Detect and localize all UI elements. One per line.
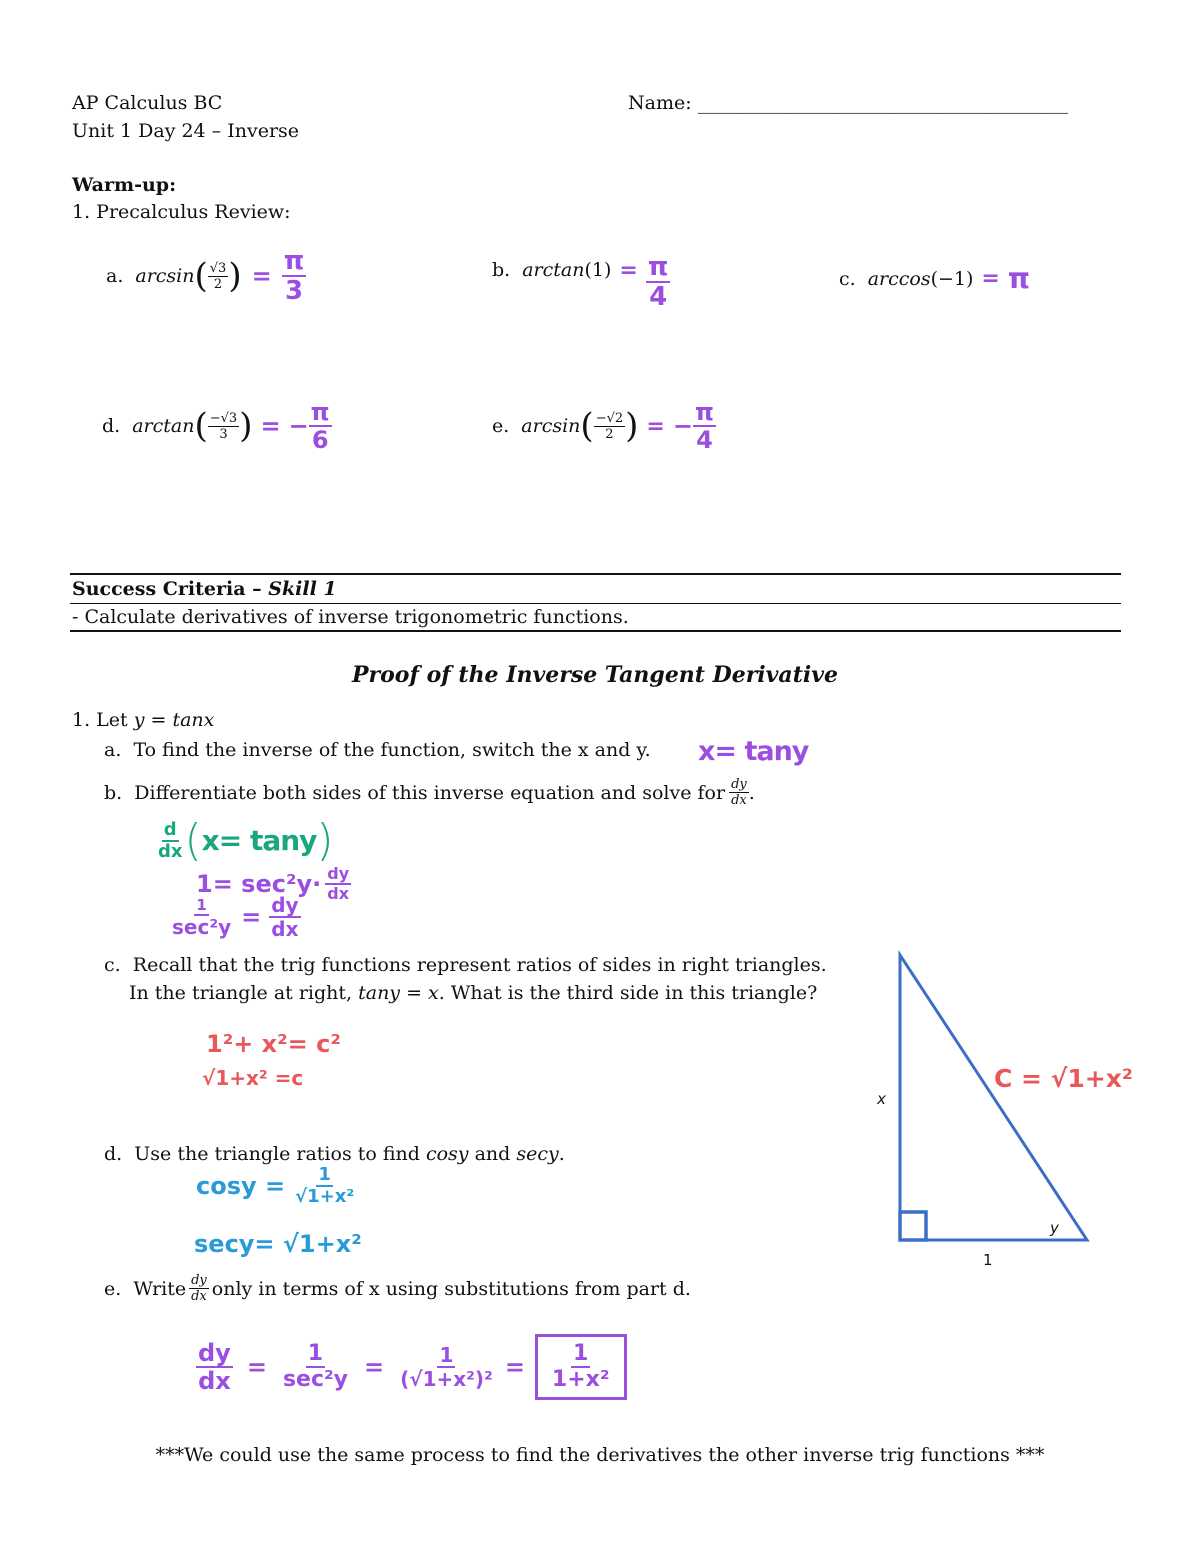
name-field[interactable] bbox=[628, 92, 1068, 114]
part-c-work1: 1²+ x²= c² bbox=[206, 1030, 341, 1058]
problem-answer-sign: − bbox=[288, 412, 309, 440]
part-d-text: d. Use the triangle ratios to find cosy and secy. bbox=[104, 1143, 565, 1165]
name-label: Name: bbox=[628, 92, 698, 114]
triangle-side-x: x bbox=[877, 1090, 886, 1108]
step1: 1. Let y = tanx bbox=[72, 709, 215, 731]
triangle-outline bbox=[900, 955, 1087, 1240]
problem-func: arctan bbox=[522, 259, 585, 281]
course-title: AP Calculus BC bbox=[72, 92, 223, 114]
problem-arg: (1) bbox=[584, 259, 612, 281]
problem-label: b. bbox=[492, 259, 511, 281]
part-b-text: b. Differentiate both sides of this inverse equation and solve for $\frac{dy}{dx}$ . bbox=[104, 777, 755, 808]
divider-mid bbox=[70, 603, 1121, 604]
problem-arg: (−1) bbox=[930, 267, 974, 290]
triangle-angle-y: y bbox=[1050, 1219, 1059, 1237]
problem-answer-sign: − bbox=[672, 412, 693, 440]
dy-dx: $\frac{dy}{dx}$ bbox=[191, 1273, 207, 1304]
warmup-problem-a: a. arcsin ( $\frac{√3}{2}$ ) = $\frac{\pi}{3}$ bbox=[106, 246, 305, 306]
part-b-work-line1: $\frac{d}{dx}$ ( x= tany ) bbox=[158, 815, 334, 866]
problem-arg: $\frac{-√2}{2}$ bbox=[595, 410, 624, 442]
dy-dx: $\frac{dy}{dx}$ bbox=[731, 777, 747, 808]
problem-func: arcsin bbox=[135, 265, 195, 287]
problem-func: arctan bbox=[132, 415, 195, 437]
triangle-side-1: 1 bbox=[983, 1251, 993, 1269]
problem-arg: $\frac{-√3}{3}$ bbox=[209, 410, 238, 442]
problem-answer: π bbox=[1007, 262, 1031, 295]
problem-label: c. bbox=[839, 267, 856, 290]
problem-answer: $\frac{\pi}{4}$ bbox=[647, 252, 669, 312]
triangle-hypotenuse-note: C = √1+x² bbox=[994, 1064, 1133, 1093]
right-triangle bbox=[880, 940, 1140, 1280]
problem-answer: $\frac{\pi}{6}$ bbox=[310, 398, 330, 454]
part-c-text2: In the triangle at right, tany = x. What is the third side in this triangle? bbox=[129, 982, 818, 1004]
problem-label: d. bbox=[102, 415, 121, 437]
problem-func: arcsin bbox=[521, 415, 581, 437]
part-e-work: $\frac{dy}{dx}$ = $\frac{1}{\text{sec²y}}$ = $\frac{1}{\text{(√1+x²)²}}$ = $\frac{1}{\text{1+x²}}$ bbox=[196, 1334, 627, 1400]
part-c-text1: c. Recall that the trig functions represent ratios of sides in right triangles. bbox=[104, 954, 827, 976]
step1-math: y = tanx bbox=[133, 709, 215, 731]
final-answer-box: $\frac{1}{\text{1+x²}}$ bbox=[535, 1334, 627, 1400]
part-b-work-line3: $\frac{1}{\text{sec²y}}$ = $\frac{dy}{dx}$ bbox=[172, 893, 299, 941]
part-a-answer: x= tany bbox=[698, 736, 809, 767]
name-line: _______________________________________ bbox=[697, 92, 1069, 114]
warmup-problem-c: c. arccos (−1) = π bbox=[839, 262, 1031, 295]
problem-answer: $\frac{\pi}{4}$ bbox=[694, 398, 714, 454]
warmup-problem-e: e. arcsin ( $\frac{-√2}{2}$ ) = − $\frac{\pi}{4}$ bbox=[492, 398, 714, 454]
problem-arg: $\frac{√3}{2}$ bbox=[209, 260, 227, 292]
right-angle-marker bbox=[900, 1212, 926, 1240]
problem-answer: $\frac{\pi}{3}$ bbox=[283, 246, 305, 306]
closing-note: ***We could use the same process to find the derivatives the other inverse trig functions *** bbox=[155, 1444, 1045, 1466]
part-d-cos: cosy = $\frac{1}{\text{√1+x²}}$ bbox=[196, 1164, 355, 1207]
warmup-subtitle: 1. Precalculus Review: bbox=[72, 201, 291, 223]
part-e-text: e. Write $\frac{dy}{dx}$ only in terms of x using substitutions from part d. bbox=[104, 1273, 691, 1304]
success-title: Success Criteria – Skill 1 bbox=[72, 578, 337, 600]
problem-func: arccos bbox=[867, 267, 931, 290]
warmup-title: Warm-up: bbox=[72, 174, 177, 196]
part-d-sec: secy= √1+x² bbox=[194, 1230, 362, 1258]
warmup-problem-d: d. arctan ( $\frac{-√3}{3}$ ) = − $\frac{\pi}{6}$ bbox=[102, 398, 330, 454]
divider-bottom bbox=[70, 630, 1121, 632]
problem-label: e. bbox=[492, 415, 510, 437]
problem-label: a. bbox=[106, 265, 124, 287]
part-b-work-line2: 1= sec²y· $\frac{dy}{dx}$ bbox=[196, 864, 350, 903]
proof-title: Proof of the Inverse Tangent Derivative bbox=[352, 662, 838, 688]
part-a-text: a. To find the inverse of the function, switch the x and y. bbox=[104, 739, 651, 761]
success-skill: Skill 1 bbox=[268, 578, 337, 600]
divider-top bbox=[70, 573, 1121, 575]
warmup-problem-b: b. arctan (1) = $\frac{\pi}{4}$ bbox=[492, 252, 669, 312]
success-item: - Calculate derivatives of inverse trigonometric functions. bbox=[72, 606, 629, 628]
unit-title: Unit 1 Day 24 – Inverse bbox=[72, 120, 300, 142]
part-c-work2: √1+x² =c bbox=[202, 1066, 304, 1090]
